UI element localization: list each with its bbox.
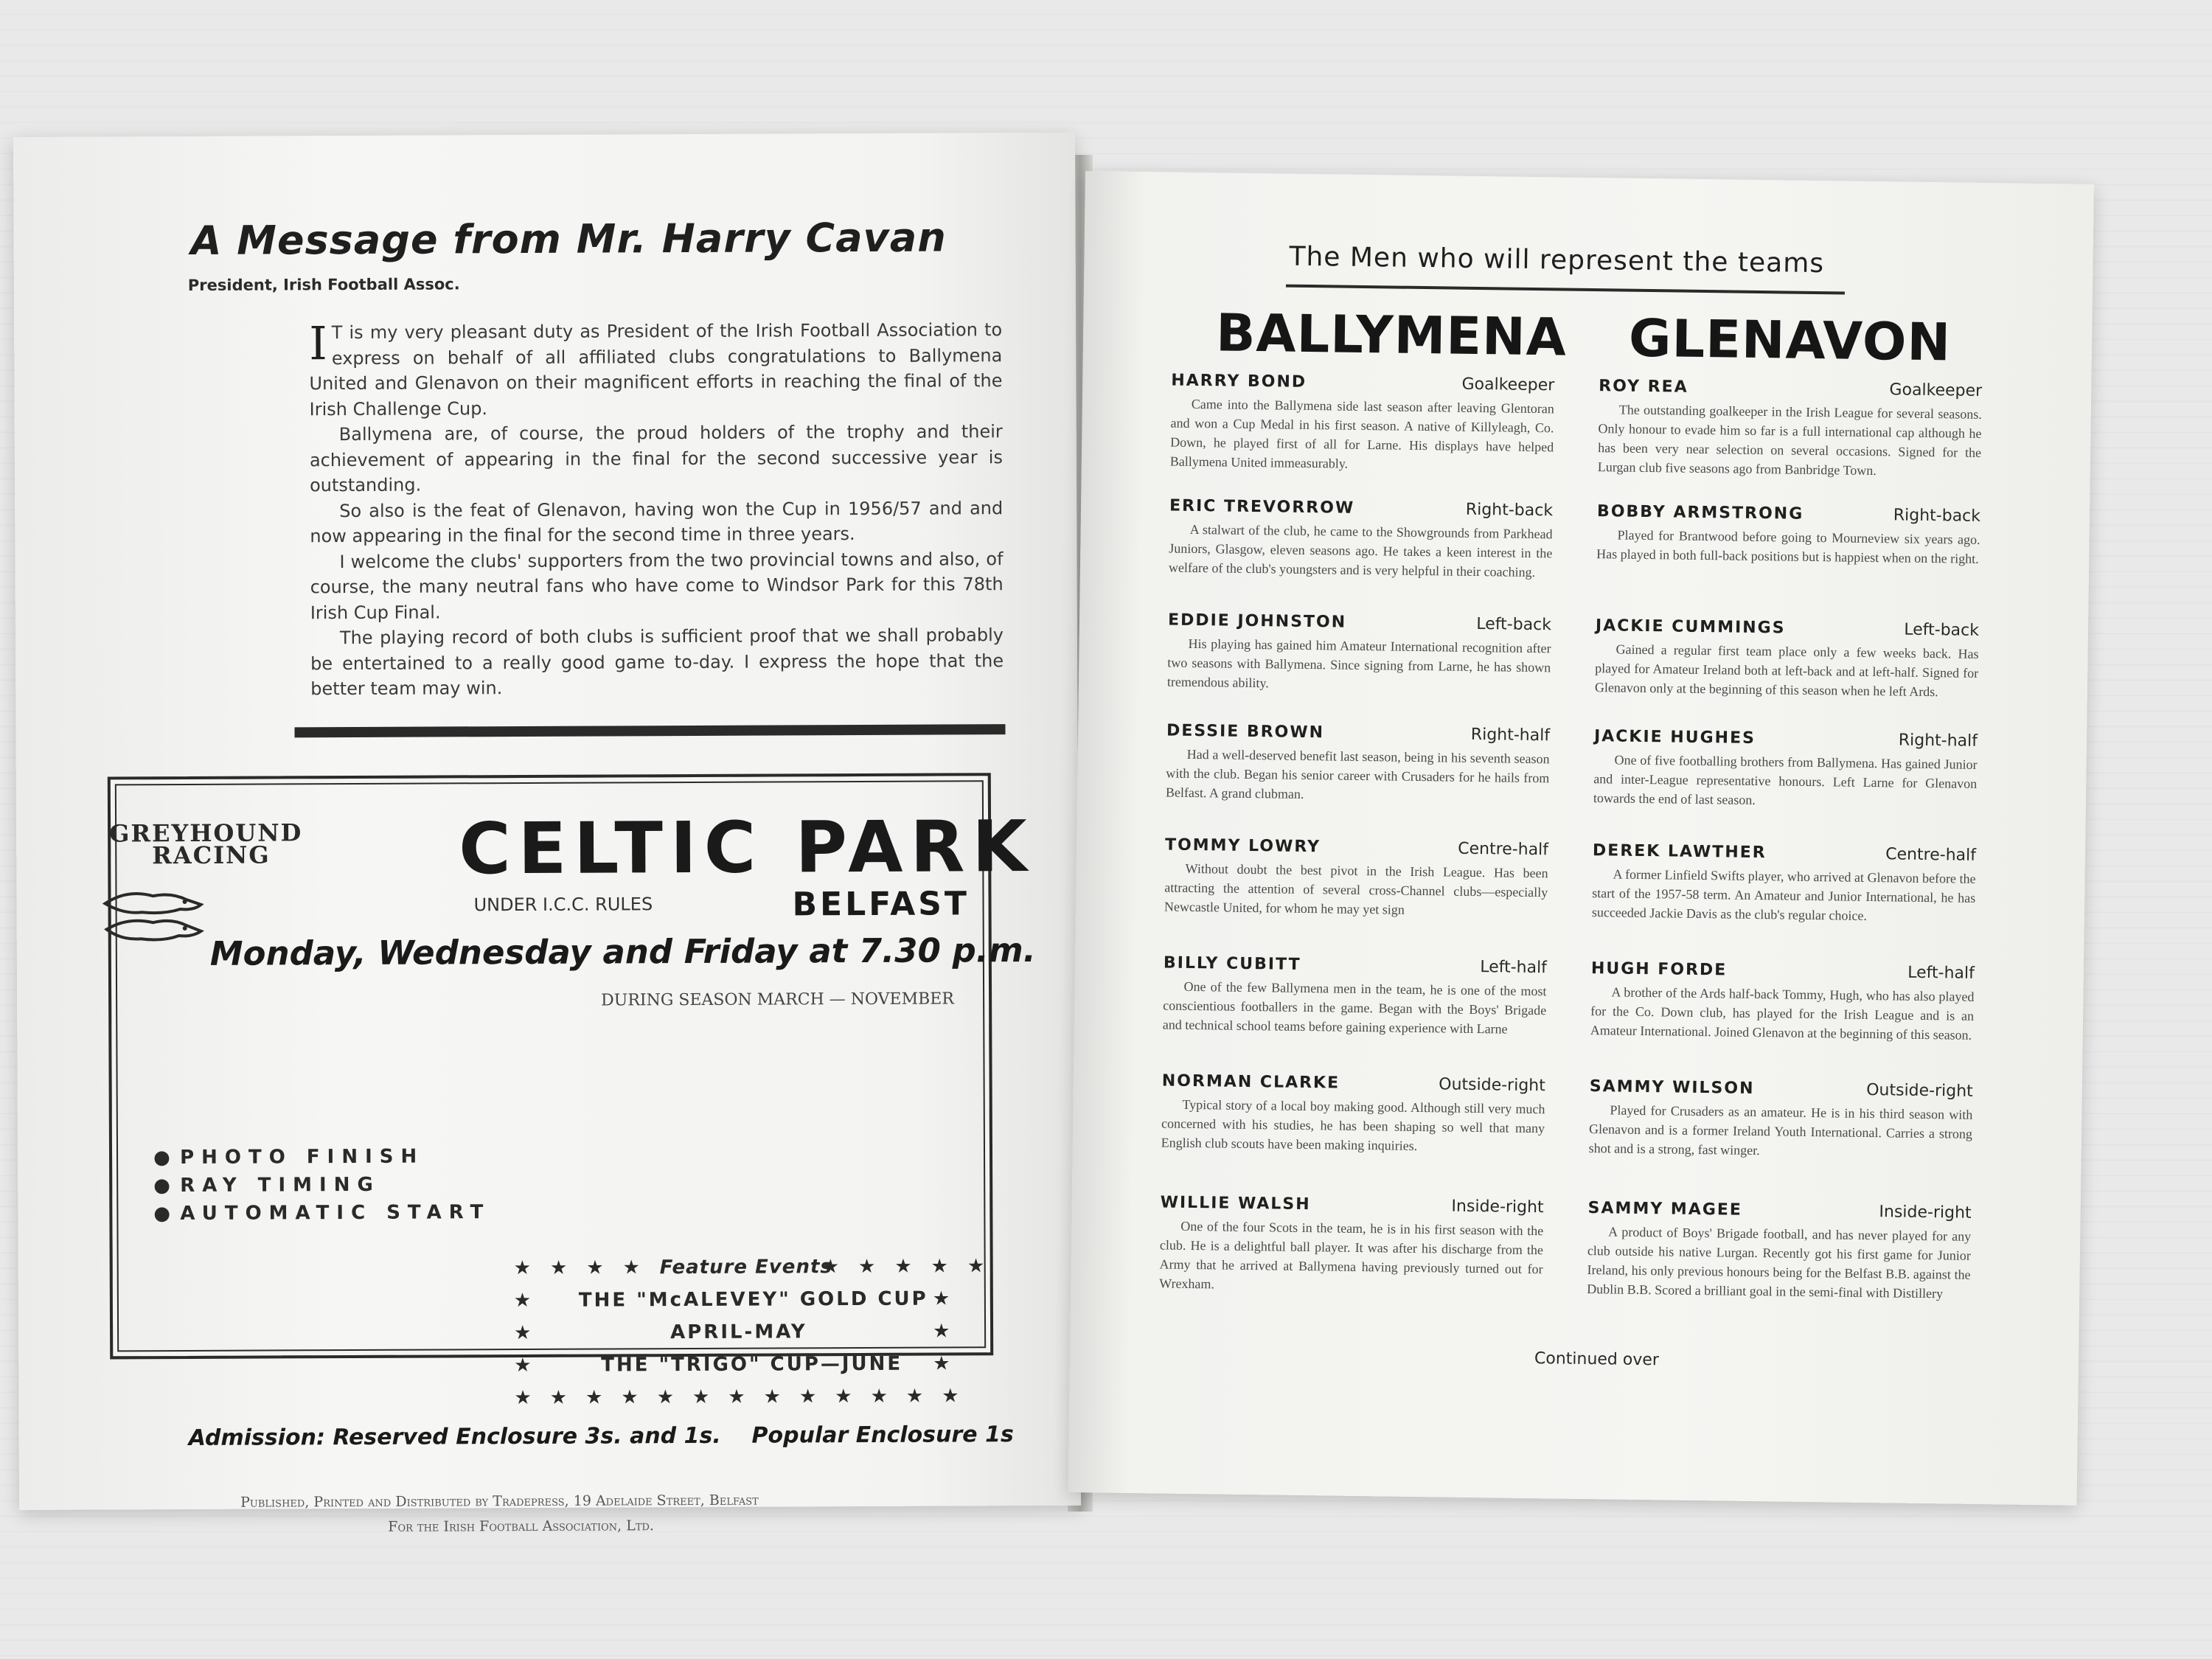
player-card bbox=[1159, 1193, 1544, 1298]
player-card bbox=[1592, 841, 1976, 927]
player-name: DEREK LAWTHER bbox=[1592, 841, 1767, 863]
player-name: DESSIE BROWN bbox=[1166, 721, 1325, 742]
message-paragraph: So also is the feat of Glenavon, having won the Cup in 1956/57 and and now appearing in the final for the second time in three years. bbox=[310, 497, 1004, 547]
left-page bbox=[13, 133, 1081, 1535]
star-row: ★★★★ bbox=[513, 1256, 659, 1280]
player-position: Goalkeeper bbox=[1461, 375, 1555, 395]
player-name: SAMMY WILSON bbox=[1589, 1077, 1755, 1098]
player-position: Goalkeeper bbox=[1889, 380, 1983, 400]
player-name: NORMAN CLARKE bbox=[1161, 1071, 1340, 1093]
player-position: Left-half bbox=[1480, 958, 1548, 978]
player-card bbox=[1593, 727, 1978, 813]
advert-season: DURING SEASON MARCH — NOVEMBER bbox=[601, 990, 954, 1010]
player-bio: One of five footballing brothers from Ballymena. Has gained Junior and inter-League representative honours. Left Larne for Glenavon towards the end of last season. bbox=[1593, 752, 1978, 807]
player-position: Outside-right bbox=[1866, 1080, 1973, 1101]
player-card bbox=[1164, 835, 1548, 921]
player-position: Outside-right bbox=[1439, 1075, 1545, 1096]
player-position: Left-half bbox=[1907, 963, 1975, 983]
divider-rule bbox=[294, 724, 1005, 737]
player-position: Inside-right bbox=[1451, 1197, 1544, 1217]
publisher-line: For the Irish Football Association, Ltd. bbox=[388, 1517, 655, 1535]
advert-greyhound-racing: GREYHOUND RACING bbox=[109, 818, 303, 870]
player-bio: A former Linfield Swifts player, who arrived at Glenavon before the start of the 1957-58 term. An Amateur and Junior International, he has succeeded Jackie Davis as the club's regular choice. bbox=[1591, 866, 1976, 923]
player-name: EDDIE JOHNSTON bbox=[1167, 611, 1347, 632]
player-name: ERIC TREVORROW bbox=[1169, 496, 1355, 518]
star-icon: ★ bbox=[513, 1289, 532, 1312]
advert-city: BELFAST bbox=[792, 885, 970, 924]
publisher-line: Published, Printed and Distributed by Tradepress, 19 Adelaide Street, Belfast bbox=[240, 1492, 759, 1511]
player-position: Left-back bbox=[1476, 614, 1552, 635]
player-name: JACKIE CUMMINGS bbox=[1595, 616, 1786, 638]
continued-over-label: Continued over bbox=[1534, 1349, 1660, 1370]
star-icon: ★ bbox=[514, 1354, 532, 1377]
player-position: Inside-right bbox=[1879, 1203, 1972, 1222]
star-icon: ★ bbox=[933, 1320, 950, 1343]
heading-underline bbox=[1286, 285, 1845, 295]
player-bio: Played for Crusaders as an amateur. He is in his third season with Glenavon and is a former Ireland Youth International. Carries a strong shot and is a strong, fast winger. bbox=[1588, 1102, 1973, 1158]
player-bio: Typical story of a local boy making good. Although still very much concerned with his studies, he has been shaping so well that many English club scouts have been making inquiries. bbox=[1161, 1096, 1545, 1154]
player-card bbox=[1589, 1077, 1973, 1163]
player-bio: A brother of the Ards half-back Tommy, Hugh, who has also played for the Co. Down club, has played for the Irish League and is an Amateur International. Joined Glenavon at the beginning of this season. bbox=[1590, 984, 1975, 1043]
player-card bbox=[1590, 959, 1975, 1045]
player-bio: Had a well-deserved benefit last season, being in his seventh season with the club. Began his senior career with Crusaders for he hails from Belfast. A grand clubman. bbox=[1165, 746, 1550, 801]
message-paragraph: The playing record of both clubs is sufficient proof that we shall probably be entertained to a really good game to-day. I express the hope that the better team may win. bbox=[310, 625, 1004, 700]
player-position: Right-back bbox=[1465, 500, 1554, 521]
player-name: HARRY BOND bbox=[1171, 371, 1307, 392]
player-card bbox=[1169, 497, 1553, 582]
player-name: ROY REA bbox=[1599, 377, 1688, 397]
player-bio: One of the four Scots in the team, he is in his first season with the club. He is a delightful ball player. It was after his discharge from the Army that he arrived at Ballymena having previously turned out for Wrexham. bbox=[1159, 1218, 1544, 1292]
star-row: ★★★★★ bbox=[821, 1255, 1004, 1279]
advert-admission: Admission: Reserved Enclosure 3s. and 1s. Popular Enclosure 1s bbox=[188, 1422, 1014, 1451]
team-name-glenavon: GLENAVON bbox=[1628, 307, 1952, 373]
advert-venue: CELTIC PARK bbox=[458, 804, 1035, 891]
player-bio: Gained a regular first team place only a few weeks back. Has played for Amateur Ireland both at left-back and at left-half. Signed for Glenavon only at the beginning of this season when he left Ards. bbox=[1594, 641, 1979, 700]
player-bio: Without doubt the best pivot in the Irish League. Has been attracting the attention of several cross-Channel clubs—especially Newcastle United, for whom he may yet sign bbox=[1164, 860, 1548, 917]
player-bio: His playing has gained him Amateur International recognition after two seasons with Ballymena. Since signing from Larne, he has shown tremendous ability. bbox=[1166, 636, 1551, 691]
player-position: Centre-half bbox=[1885, 845, 1977, 865]
player-bio: A stalwart of the club, he came to the Showgrounds from Parkhead Juniors, Glasgow, eleven seasons ago. He takes a keen interest in the welfare of the club's youngsters and is very helpful in their coaching. bbox=[1168, 521, 1553, 580]
message-subtitle: President, Irish Football Assoc. bbox=[187, 275, 460, 294]
advert-days: Monday, Wednesday and Friday at 7.30 p.m. bbox=[209, 930, 1036, 973]
april-may-label: APRIL-MAY bbox=[670, 1321, 807, 1344]
player-name: HUGH FORDE bbox=[1590, 959, 1728, 980]
player-name: JACKIE HUGHES bbox=[1593, 727, 1756, 748]
star-icon: ★ bbox=[932, 1287, 950, 1310]
feature-ray-timing: ● RAY TIMING bbox=[180, 1174, 380, 1197]
player-bio: Played for Brantwood before going to Mourneview six years ago. Has played in both full-back positions but is happiest when on the right. bbox=[1596, 527, 1980, 566]
player-card bbox=[1166, 722, 1550, 807]
gold-cup-label: THE "McALEVEY" GOLD CUP bbox=[578, 1287, 928, 1312]
player-card bbox=[1595, 616, 1979, 702]
player-position: Centre-half bbox=[1458, 839, 1549, 860]
player-card bbox=[1161, 1071, 1545, 1157]
player-bio: Came into the Ballymena side last season after leaving Glentoran and won a Cup Medal in his first season. A native of Killyleagh, Co. Down, he played first of all for Larne. His displays have helped Ballymena United immeasurably. bbox=[1169, 396, 1554, 471]
player-card bbox=[1587, 1199, 1972, 1304]
feature-photo-finish: ● PHOTO FINISH bbox=[180, 1146, 424, 1169]
player-name: BILLY CUBITT bbox=[1163, 953, 1301, 974]
star-icon: ★ bbox=[514, 1321, 532, 1345]
message-title: A Message from Mr. Harry Cavan bbox=[190, 214, 947, 264]
star-row: ★★★★★★★★★★★★★ bbox=[514, 1385, 978, 1410]
player-name: BOBBY ARMSTRONG bbox=[1596, 502, 1804, 524]
drop-cap: I bbox=[309, 316, 327, 371]
player-bio: The outstanding goalkeeper in the Irish League for several seasons. Only honour to evade him so far is a full international cap although he has been very near selection on several occasions. Signed for the Lurgan club five seasons ago from Banbridge Town. bbox=[1597, 402, 1982, 479]
player-bio: One of the few Ballymena men in the team, he is one of the most conscientious footballers in the game. Began with the Boys' Brigade and technical school teams before gaining experience with Larne bbox=[1162, 978, 1547, 1037]
greyhound-logo-icon bbox=[97, 874, 208, 948]
player-position: Right-half bbox=[1470, 725, 1551, 745]
player-card bbox=[1167, 611, 1551, 697]
feature-events-label: Feature Events bbox=[659, 1256, 832, 1279]
player-position: Right-half bbox=[1898, 731, 1978, 751]
advert-rules: UNDER I.C.C. RULES bbox=[473, 894, 653, 916]
player-bio: A product of Boys' Brigade football, and has never played for any club outside his native Lurgan. Recently got his first game for Junior Ireland, his only previous honours being for the Belfast B.B. against the Dublin B.B. Scored a brilliant goal in the semi-final with Distillery bbox=[1587, 1224, 1972, 1301]
message-paragraph: I welcome the clubs' supporters from the two provincial towns and also, of course, the many neutral fans who have come to Windsor Park for this 78th Irish Cup Final. bbox=[310, 548, 1004, 623]
player-card bbox=[1163, 953, 1547, 1039]
player-position: Left-back bbox=[1904, 620, 1980, 640]
player-card bbox=[1170, 372, 1555, 476]
team-name-ballymena: BALLYMENA bbox=[1215, 302, 1568, 368]
message-paragraph: Ballymena are, of course, the proud holders of the trophy and their achievement of appearing in the final for the second successive year is outstanding. bbox=[309, 421, 1003, 496]
player-card bbox=[1596, 502, 1980, 568]
player-card bbox=[1598, 377, 1983, 481]
message-paragraph: I T is my very pleasant duty as President of the Irish Football Association to express on behalf of all affiliated clubs congratulations to Ballymena United and Glenavon on their magnificent efforts in reaching the final of the Irish Challenge Cup. bbox=[309, 316, 1003, 420]
right-page bbox=[1068, 171, 2094, 1506]
player-name: SAMMY MAGEE bbox=[1587, 1199, 1743, 1220]
trigo-cup-label: THE "TRIGO" CUP—JUNE bbox=[601, 1352, 903, 1377]
teams-heading: The Men who will represent the teams bbox=[1289, 241, 1825, 279]
feature-automatic-start: ● AUTOMATIC START bbox=[180, 1201, 490, 1225]
player-name: TOMMY LOWRY bbox=[1164, 835, 1321, 857]
star-icon: ★ bbox=[933, 1352, 950, 1375]
player-position: Right-back bbox=[1893, 506, 1981, 526]
message-body bbox=[309, 317, 1004, 702]
player-name: WILLIE WALSH bbox=[1160, 1193, 1311, 1214]
